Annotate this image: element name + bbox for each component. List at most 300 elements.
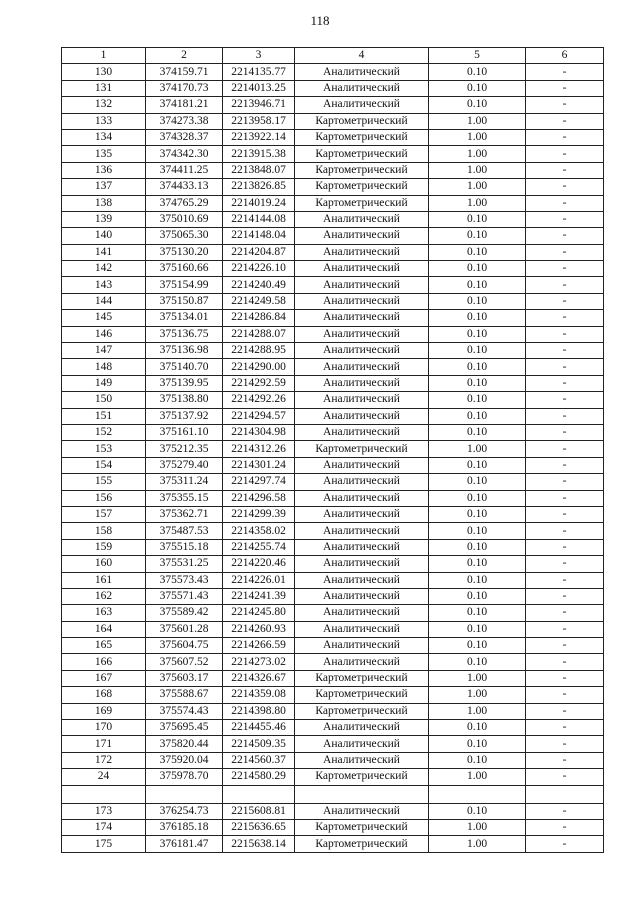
table-row: [62, 343, 604, 359]
x-coordinate-cell: 375150.87: [146, 293, 223, 309]
x-coordinate-cell: 376185.18: [146, 819, 223, 835]
x-coordinate-cell: 375138.80: [146, 392, 223, 408]
x-coordinate-cell: 375589.42: [146, 605, 223, 621]
x-coordinate-cell: 375588.67: [146, 687, 223, 703]
method-cell: Аналитический: [295, 752, 429, 768]
accuracy-cell: 0.10: [429, 211, 526, 227]
point-number-cell: 164: [62, 621, 146, 637]
accuracy-cell: 1.00: [429, 836, 526, 852]
x-coordinate-cell: 374765.29: [146, 195, 223, 211]
x-coordinate-cell: 374342.30: [146, 146, 223, 162]
method-cell: Картометрический: [295, 769, 429, 785]
method-cell: Аналитический: [295, 490, 429, 506]
accuracy-cell: 1.00: [429, 129, 526, 145]
x-coordinate-cell: 375604.75: [146, 638, 223, 654]
table-row: [62, 277, 604, 293]
point-number-cell: 175: [62, 836, 146, 852]
accuracy-cell: 1.00: [429, 113, 526, 129]
table-row: [62, 457, 604, 473]
accuracy-cell: 0.10: [429, 277, 526, 293]
point-number-cell: 151: [62, 408, 146, 424]
note-cell: -: [526, 539, 604, 555]
x-coordinate-cell: 376254.73: [146, 803, 223, 819]
note-cell: -: [526, 375, 604, 391]
coordinates-table: [61, 47, 604, 853]
accuracy-cell: 1.00: [429, 670, 526, 686]
x-coordinate-cell: 375487.53: [146, 523, 223, 539]
method-cell: Аналитический: [295, 424, 429, 440]
table-row: [62, 736, 604, 752]
table-body: [62, 64, 604, 852]
note-cell: -: [526, 408, 604, 424]
note-cell: -: [526, 523, 604, 539]
point-number-cell: 148: [62, 359, 146, 375]
table-row: [62, 803, 604, 819]
accuracy-cell: 0.10: [429, 261, 526, 277]
method-cell: Аналитический: [295, 736, 429, 752]
y-coordinate-cell: 2215638.14: [223, 836, 295, 852]
y-coordinate-cell: 2214455.46: [223, 720, 295, 736]
table-row: [62, 556, 604, 572]
table-row: [62, 64, 604, 80]
table-row: [62, 638, 604, 654]
method-cell: Картометрический: [295, 195, 429, 211]
x-coordinate-cell: 375607.52: [146, 654, 223, 670]
method-cell: Картометрический: [295, 703, 429, 719]
point-number-cell: 130: [62, 64, 146, 80]
point-number-cell: 170: [62, 720, 146, 736]
table-row: [62, 261, 604, 277]
accuracy-cell: 0.10: [429, 375, 526, 391]
point-number-cell: 138: [62, 195, 146, 211]
y-coordinate-cell: 2214509.35: [223, 736, 295, 752]
accuracy-cell: 1.00: [429, 769, 526, 785]
accuracy-cell: 0.10: [429, 408, 526, 424]
method-cell: Аналитический: [295, 293, 429, 309]
note-cell: -: [526, 752, 604, 768]
table-row: [62, 474, 604, 490]
method-cell: Аналитический: [295, 392, 429, 408]
y-coordinate-cell: 2214560.37: [223, 752, 295, 768]
x-coordinate-cell: 375920.04: [146, 752, 223, 768]
point-number-cell: 153: [62, 441, 146, 457]
point-number-cell: 24: [62, 769, 146, 785]
method-cell: Аналитический: [295, 605, 429, 621]
accuracy-cell: 0.10: [429, 424, 526, 440]
table-row: [62, 654, 604, 670]
x-coordinate-cell: 375010.69: [146, 211, 223, 227]
note-cell: -: [526, 211, 604, 227]
table-row: [62, 228, 604, 244]
page-number: 118: [310, 13, 330, 28]
method-cell: [295, 785, 429, 803]
table-row: [62, 375, 604, 391]
note-cell: -: [526, 343, 604, 359]
table-row: [62, 752, 604, 768]
x-coordinate-cell: 375515.18: [146, 539, 223, 555]
point-number-cell: 162: [62, 588, 146, 604]
x-coordinate-cell: 375130.20: [146, 244, 223, 260]
method-cell: Аналитический: [295, 244, 429, 260]
column-header-5: 5: [429, 48, 526, 64]
column-header-3: 3: [223, 48, 295, 64]
table-row: [62, 195, 604, 211]
table-row: [62, 523, 604, 539]
table-row: [62, 769, 604, 785]
accuracy-cell: 0.10: [429, 293, 526, 309]
y-coordinate-cell: 2215608.81: [223, 803, 295, 819]
y-coordinate-cell: 2214148.04: [223, 228, 295, 244]
point-number-cell: 131: [62, 80, 146, 96]
x-coordinate-cell: 375574.43: [146, 703, 223, 719]
accuracy-cell: 1.00: [429, 179, 526, 195]
note-cell: -: [526, 490, 604, 506]
table-row: [62, 572, 604, 588]
method-cell: Аналитический: [295, 638, 429, 654]
y-coordinate-cell: 2214286.84: [223, 310, 295, 326]
accuracy-cell: 0.10: [429, 803, 526, 819]
point-number-cell: 158: [62, 523, 146, 539]
accuracy-cell: 0.10: [429, 752, 526, 768]
x-coordinate-cell: 375820.44: [146, 736, 223, 752]
note-cell: -: [526, 293, 604, 309]
y-coordinate-cell: 2214290.00: [223, 359, 295, 375]
method-cell: Картометрический: [295, 441, 429, 457]
y-coordinate-cell: 2214304.98: [223, 424, 295, 440]
table-row: [62, 621, 604, 637]
note-cell: -: [526, 129, 604, 145]
table-row: [62, 97, 604, 113]
y-coordinate-cell: 2214220.46: [223, 556, 295, 572]
method-cell: Аналитический: [295, 80, 429, 96]
note-cell: -: [526, 424, 604, 440]
table-row: [62, 836, 604, 852]
table-header: [62, 48, 604, 64]
y-coordinate-cell: 2213946.71: [223, 97, 295, 113]
accuracy-cell: 0.10: [429, 621, 526, 637]
method-cell: Аналитический: [295, 654, 429, 670]
x-coordinate-cell: 374411.25: [146, 162, 223, 178]
method-cell: Аналитический: [295, 803, 429, 819]
note-cell: [526, 785, 604, 803]
x-coordinate-cell: 375695.45: [146, 720, 223, 736]
point-number-cell: 145: [62, 310, 146, 326]
accuracy-cell: 0.10: [429, 359, 526, 375]
y-coordinate-cell: 2213848.07: [223, 162, 295, 178]
table-row: [62, 129, 604, 145]
accuracy-cell: 1.00: [429, 195, 526, 211]
method-cell: Картометрический: [295, 113, 429, 129]
accuracy-cell: 0.10: [429, 588, 526, 604]
accuracy-cell: 0.10: [429, 506, 526, 522]
note-cell: -: [526, 654, 604, 670]
note-cell: -: [526, 441, 604, 457]
accuracy-cell: 0.10: [429, 654, 526, 670]
note-cell: -: [526, 638, 604, 654]
x-coordinate-cell: 374433.13: [146, 179, 223, 195]
accuracy-cell: 0.10: [429, 64, 526, 80]
point-number-cell: 155: [62, 474, 146, 490]
table-row: [62, 588, 604, 604]
y-coordinate-cell: 2214226.01: [223, 572, 295, 588]
note-cell: -: [526, 64, 604, 80]
note-cell: -: [526, 457, 604, 473]
point-number-cell: 146: [62, 326, 146, 342]
point-number-cell: 152: [62, 424, 146, 440]
accuracy-cell: 0.10: [429, 556, 526, 572]
method-cell: Аналитический: [295, 457, 429, 473]
y-coordinate-cell: 2214299.39: [223, 506, 295, 522]
method-cell: Картометрический: [295, 146, 429, 162]
accuracy-cell: 1.00: [429, 162, 526, 178]
column-header-1: 1: [62, 48, 146, 64]
method-cell: Аналитический: [295, 310, 429, 326]
point-number-cell: 140: [62, 228, 146, 244]
method-cell: Картометрический: [295, 819, 429, 835]
note-cell: -: [526, 146, 604, 162]
note-cell: -: [526, 326, 604, 342]
method-cell: Аналитический: [295, 211, 429, 227]
point-number-cell: 163: [62, 605, 146, 621]
x-coordinate-cell: 375279.40: [146, 457, 223, 473]
y-coordinate-cell: 2214301.24: [223, 457, 295, 473]
note-cell: -: [526, 803, 604, 819]
note-cell: -: [526, 687, 604, 703]
note-cell: -: [526, 670, 604, 686]
column-header-6: 6: [526, 48, 604, 64]
point-number-cell: 157: [62, 506, 146, 522]
y-coordinate-cell: 2214249.58: [223, 293, 295, 309]
point-number-cell: [62, 785, 146, 803]
method-cell: Аналитический: [295, 64, 429, 80]
accuracy-cell: 0.10: [429, 310, 526, 326]
y-coordinate-cell: 2213958.17: [223, 113, 295, 129]
x-coordinate-cell: 375154.99: [146, 277, 223, 293]
point-number-cell: 161: [62, 572, 146, 588]
accuracy-cell: 1.00: [429, 146, 526, 162]
note-cell: -: [526, 80, 604, 96]
method-cell: Картометрический: [295, 179, 429, 195]
note-cell: -: [526, 769, 604, 785]
table-row: [62, 326, 604, 342]
accuracy-cell: 0.10: [429, 605, 526, 621]
point-number-cell: 165: [62, 638, 146, 654]
method-cell: Аналитический: [295, 261, 429, 277]
note-cell: -: [526, 179, 604, 195]
point-number-cell: 174: [62, 819, 146, 835]
accuracy-cell: 1.00: [429, 687, 526, 703]
accuracy-cell: 0.10: [429, 572, 526, 588]
x-coordinate-cell: 375139.95: [146, 375, 223, 391]
x-coordinate-cell: 375134.01: [146, 310, 223, 326]
note-cell: -: [526, 736, 604, 752]
method-cell: Аналитический: [295, 572, 429, 588]
point-number-cell: 166: [62, 654, 146, 670]
note-cell: -: [526, 195, 604, 211]
column-header-2: 2: [146, 48, 223, 64]
accuracy-cell: 0.10: [429, 523, 526, 539]
point-number-cell: 139: [62, 211, 146, 227]
note-cell: -: [526, 113, 604, 129]
point-number-cell: 173: [62, 803, 146, 819]
note-cell: -: [526, 819, 604, 835]
y-coordinate-cell: 2214292.26: [223, 392, 295, 408]
x-coordinate-cell: 375136.75: [146, 326, 223, 342]
y-coordinate-cell: 2215636.65: [223, 819, 295, 835]
method-cell: Аналитический: [295, 588, 429, 604]
x-coordinate-cell: 374170.73: [146, 80, 223, 96]
method-cell: Картометрический: [295, 670, 429, 686]
point-number-cell: 154: [62, 457, 146, 473]
y-coordinate-cell: 2214326.67: [223, 670, 295, 686]
y-coordinate-cell: 2214013.25: [223, 80, 295, 96]
method-cell: Аналитический: [295, 326, 429, 342]
y-coordinate-cell: 2214296.58: [223, 490, 295, 506]
x-coordinate-cell: 374328.37: [146, 129, 223, 145]
accuracy-cell: 0.10: [429, 97, 526, 113]
point-number-cell: 141: [62, 244, 146, 260]
method-cell: Аналитический: [295, 228, 429, 244]
x-coordinate-cell: 375573.43: [146, 572, 223, 588]
x-coordinate-cell: [146, 785, 223, 803]
x-coordinate-cell: 375136.98: [146, 343, 223, 359]
table-row: [62, 392, 604, 408]
y-coordinate-cell: 2214580.29: [223, 769, 295, 785]
table-row: [62, 310, 604, 326]
accuracy-cell: 1.00: [429, 441, 526, 457]
method-cell: Аналитический: [295, 720, 429, 736]
accuracy-cell: 1.00: [429, 703, 526, 719]
column-header-4: 4: [295, 48, 429, 64]
accuracy-cell: 0.10: [429, 326, 526, 342]
accuracy-cell: 0.10: [429, 244, 526, 260]
method-cell: Аналитический: [295, 506, 429, 522]
point-number-cell: 142: [62, 261, 146, 277]
note-cell: -: [526, 277, 604, 293]
table-row: [62, 162, 604, 178]
x-coordinate-cell: 376181.47: [146, 836, 223, 852]
point-number-cell: 147: [62, 343, 146, 359]
method-cell: Аналитический: [295, 343, 429, 359]
table-row: [62, 211, 604, 227]
point-number-cell: 150: [62, 392, 146, 408]
y-coordinate-cell: 2214294.57: [223, 408, 295, 424]
x-coordinate-cell: 375161.10: [146, 424, 223, 440]
table-row: [62, 785, 604, 803]
point-number-cell: 171: [62, 736, 146, 752]
y-coordinate-cell: 2214292.59: [223, 375, 295, 391]
note-cell: -: [526, 162, 604, 178]
table-row: [62, 506, 604, 522]
x-coordinate-cell: 374181.21: [146, 97, 223, 113]
note-cell: -: [526, 572, 604, 588]
table-row: [62, 819, 604, 835]
x-coordinate-cell: 374273.38: [146, 113, 223, 129]
y-coordinate-cell: 2214226.10: [223, 261, 295, 277]
accuracy-cell: 0.10: [429, 474, 526, 490]
point-number-cell: 167: [62, 670, 146, 686]
x-coordinate-cell: 375137.92: [146, 408, 223, 424]
note-cell: -: [526, 621, 604, 637]
point-number-cell: 134: [62, 129, 146, 145]
y-coordinate-cell: 2214260.93: [223, 621, 295, 637]
x-coordinate-cell: 375311.24: [146, 474, 223, 490]
point-number-cell: 137: [62, 179, 146, 195]
table-row: [62, 539, 604, 555]
y-coordinate-cell: 2214204.87: [223, 244, 295, 260]
accuracy-cell: [429, 785, 526, 803]
x-coordinate-cell: 375160.66: [146, 261, 223, 277]
accuracy-cell: 0.10: [429, 457, 526, 473]
x-coordinate-cell: 375355.15: [146, 490, 223, 506]
accuracy-cell: 0.10: [429, 720, 526, 736]
accuracy-cell: 0.10: [429, 539, 526, 555]
table-row: [62, 113, 604, 129]
point-number-cell: 160: [62, 556, 146, 572]
note-cell: -: [526, 556, 604, 572]
y-coordinate-cell: 2214288.95: [223, 343, 295, 359]
note-cell: -: [526, 836, 604, 852]
table-row: [62, 179, 604, 195]
method-cell: Картометрический: [295, 687, 429, 703]
method-cell: Картометрический: [295, 162, 429, 178]
table-row: [62, 424, 604, 440]
y-coordinate-cell: 2214288.07: [223, 326, 295, 342]
method-cell: Аналитический: [295, 359, 429, 375]
note-cell: -: [526, 703, 604, 719]
x-coordinate-cell: 375603.17: [146, 670, 223, 686]
y-coordinate-cell: 2214358.02: [223, 523, 295, 539]
y-coordinate-cell: 2213915.38: [223, 146, 295, 162]
note-cell: -: [526, 97, 604, 113]
table-row: [62, 720, 604, 736]
accuracy-cell: 0.10: [429, 638, 526, 654]
accuracy-cell: 0.10: [429, 392, 526, 408]
accuracy-cell: 0.10: [429, 228, 526, 244]
x-coordinate-cell: 375531.25: [146, 556, 223, 572]
y-coordinate-cell: 2214245.80: [223, 605, 295, 621]
x-coordinate-cell: 375140.70: [146, 359, 223, 375]
note-cell: -: [526, 474, 604, 490]
method-cell: Картометрический: [295, 129, 429, 145]
x-coordinate-cell: 375065.30: [146, 228, 223, 244]
table-row: [62, 490, 604, 506]
x-coordinate-cell: 374159.71: [146, 64, 223, 80]
note-cell: -: [526, 605, 604, 621]
method-cell: Аналитический: [295, 539, 429, 555]
x-coordinate-cell: 375601.28: [146, 621, 223, 637]
y-coordinate-cell: 2214312.26: [223, 441, 295, 457]
point-number-cell: 132: [62, 97, 146, 113]
note-cell: -: [526, 588, 604, 604]
y-coordinate-cell: 2214144.08: [223, 211, 295, 227]
table-row: [62, 408, 604, 424]
y-coordinate-cell: 2214255.74: [223, 539, 295, 555]
accuracy-cell: 1.00: [429, 819, 526, 835]
x-coordinate-cell: 375978.70: [146, 769, 223, 785]
note-cell: -: [526, 261, 604, 277]
accuracy-cell: 0.10: [429, 736, 526, 752]
accuracy-cell: 0.10: [429, 343, 526, 359]
y-coordinate-cell: 2213922.14: [223, 129, 295, 145]
x-coordinate-cell: 375362.71: [146, 506, 223, 522]
method-cell: Аналитический: [295, 621, 429, 637]
point-number-cell: 135: [62, 146, 146, 162]
point-number-cell: 149: [62, 375, 146, 391]
point-number-cell: 168: [62, 687, 146, 703]
method-cell: Картометрический: [295, 836, 429, 852]
point-number-cell: 133: [62, 113, 146, 129]
